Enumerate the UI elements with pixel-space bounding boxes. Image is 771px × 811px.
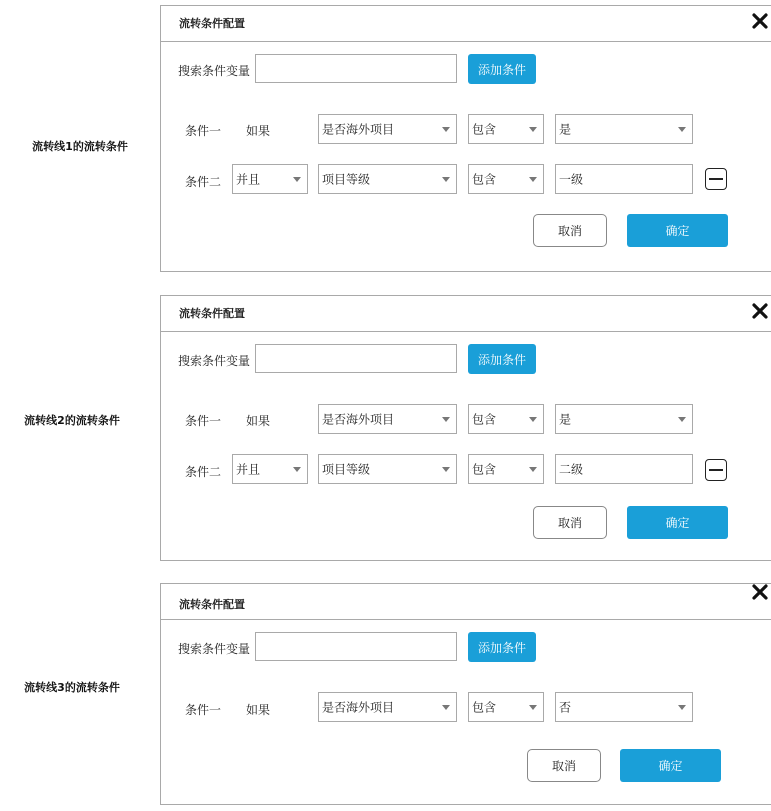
- variable-select[interactable]: [318, 114, 457, 144]
- side-label-line-1: 流转线1的流转条件: [32, 140, 128, 153]
- remove-condition-icon[interactable]: [705, 168, 727, 190]
- dialog-title: 流转条件配置: [179, 598, 245, 611]
- dialog-title: 流转条件配置: [179, 17, 245, 30]
- search-label: 搜索条件变量: [178, 64, 251, 78]
- value-input-text: 二级: [559, 462, 584, 477]
- chevron-down-icon: [678, 705, 686, 710]
- side-label-line-3: 流转线3的流转条件: [24, 681, 120, 694]
- title-divider: [161, 331, 771, 332]
- condition-prefix: 如果: [246, 124, 271, 138]
- value-select[interactable]: [555, 404, 693, 434]
- value-input[interactable]: [555, 454, 693, 484]
- close-icon[interactable]: [750, 582, 770, 602]
- variable-select-value: 项目等级: [322, 172, 371, 187]
- condition-label: 条件一: [185, 414, 222, 428]
- add-condition-button[interactable]: 添加条件: [468, 632, 536, 662]
- chevron-down-icon: [529, 467, 537, 472]
- value-select[interactable]: [555, 692, 693, 722]
- chevron-down-icon: [442, 177, 450, 182]
- operator-select[interactable]: [468, 114, 544, 144]
- variable-select-value: 是否海外项目: [322, 122, 395, 137]
- operator-select[interactable]: [468, 164, 544, 194]
- confirm-button[interactable]: 确定: [627, 506, 728, 539]
- variable-select[interactable]: [318, 692, 457, 722]
- condition-label: 条件二: [185, 175, 222, 189]
- search-input[interactable]: [255, 54, 457, 83]
- dialog-title: 流转条件配置: [179, 307, 245, 320]
- chevron-down-icon: [529, 417, 537, 422]
- connector-select-value: 并且: [236, 462, 261, 477]
- condition-label: 条件一: [185, 124, 222, 138]
- variable-select-value: 是否海外项目: [322, 700, 395, 715]
- value-select[interactable]: [555, 114, 693, 144]
- operator-select[interactable]: [468, 454, 544, 484]
- chevron-down-icon: [529, 705, 537, 710]
- condition-prefix: 如果: [246, 414, 271, 428]
- title-divider: [161, 619, 771, 620]
- chevron-down-icon: [293, 467, 301, 472]
- chevron-down-icon: [678, 417, 686, 422]
- side-label-line-2: 流转线2的流转条件: [24, 414, 120, 427]
- operator-select-value: 包含: [472, 172, 497, 187]
- search-label: 搜索条件变量: [178, 642, 251, 656]
- cancel-button[interactable]: 取消: [533, 506, 607, 539]
- search-input[interactable]: [255, 344, 457, 373]
- value-select-value: 是: [559, 122, 572, 137]
- cancel-button[interactable]: 取消: [527, 749, 601, 782]
- chevron-down-icon: [529, 177, 537, 182]
- condition-config-dialog-3: [160, 583, 771, 805]
- condition-label: 条件二: [185, 465, 222, 479]
- value-input[interactable]: [555, 164, 693, 194]
- operator-select-value: 包含: [472, 412, 497, 427]
- condition-label: 条件一: [185, 703, 222, 717]
- title-divider: [161, 41, 771, 42]
- close-icon[interactable]: [750, 11, 770, 31]
- add-condition-button[interactable]: 添加条件: [468, 54, 536, 84]
- search-input[interactable]: [255, 632, 457, 661]
- chevron-down-icon: [293, 177, 301, 182]
- cancel-button[interactable]: 取消: [533, 214, 607, 247]
- operator-select[interactable]: [468, 692, 544, 722]
- variable-select-value: 是否海外项目: [322, 412, 395, 427]
- value-select-value: 否: [559, 700, 572, 715]
- value-select-value: 是: [559, 412, 572, 427]
- operator-select-value: 包含: [472, 462, 497, 477]
- confirm-button[interactable]: 确定: [620, 749, 721, 782]
- connector-select-value: 并且: [236, 172, 261, 187]
- operator-select[interactable]: [468, 404, 544, 434]
- condition-config-dialog-2: [160, 295, 771, 561]
- variable-select[interactable]: [318, 404, 457, 434]
- chevron-down-icon: [442, 467, 450, 472]
- chevron-down-icon: [442, 417, 450, 422]
- variable-select[interactable]: [318, 164, 457, 194]
- condition-prefix: 如果: [246, 703, 271, 717]
- search-label: 搜索条件变量: [178, 354, 251, 368]
- chevron-down-icon: [442, 705, 450, 710]
- chevron-down-icon: [529, 127, 537, 132]
- variable-select[interactable]: [318, 454, 457, 484]
- chevron-down-icon: [442, 127, 450, 132]
- remove-condition-icon[interactable]: [705, 459, 727, 481]
- chevron-down-icon: [678, 127, 686, 132]
- operator-select-value: 包含: [472, 122, 497, 137]
- value-input-text: 一级: [559, 172, 584, 187]
- confirm-button[interactable]: 确定: [627, 214, 728, 247]
- add-condition-button[interactable]: 添加条件: [468, 344, 536, 374]
- close-icon[interactable]: [750, 301, 770, 321]
- condition-config-dialog-1: [160, 5, 771, 272]
- variable-select-value: 项目等级: [322, 462, 371, 477]
- operator-select-value: 包含: [472, 700, 497, 715]
- connector-select[interactable]: [232, 454, 308, 484]
- connector-select[interactable]: [232, 164, 308, 194]
